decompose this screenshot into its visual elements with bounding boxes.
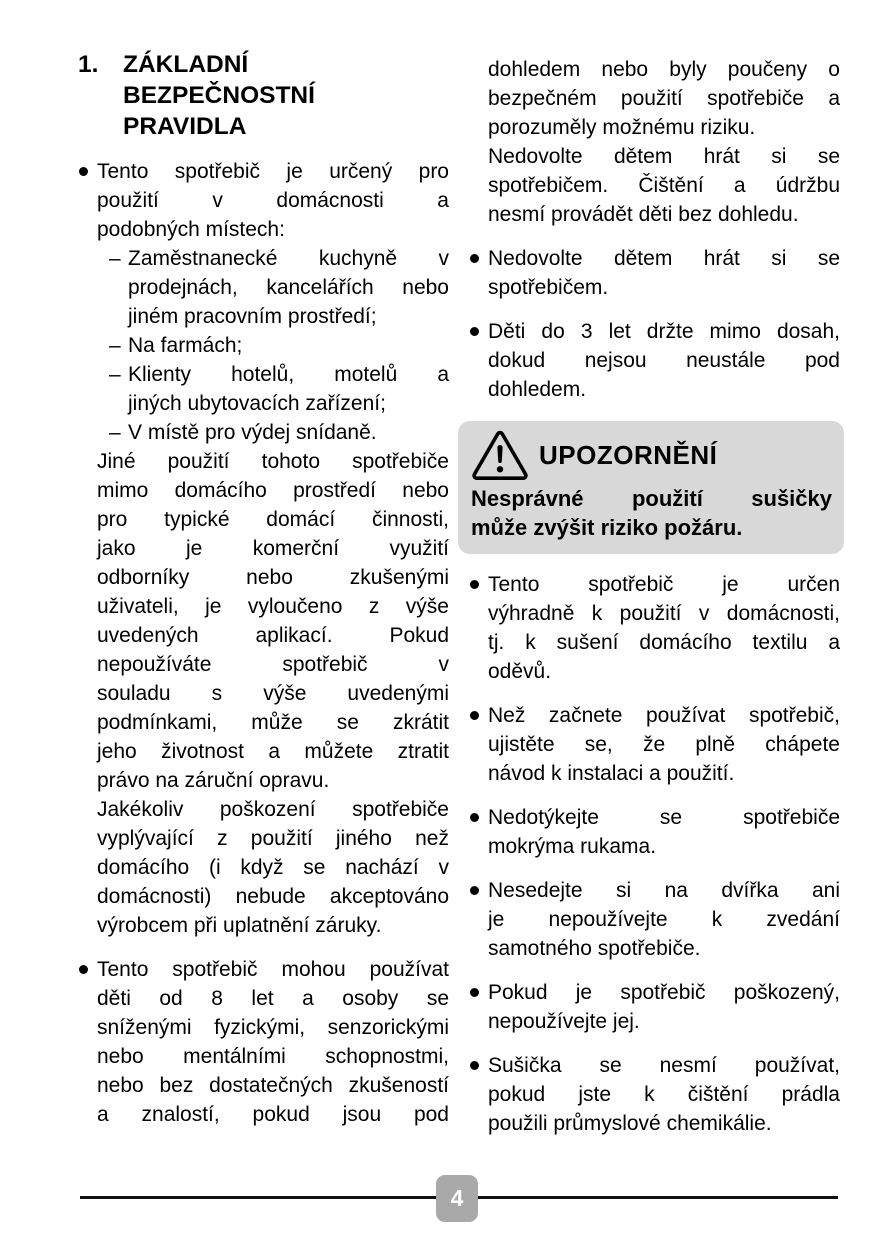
bullet-item [78,157,449,244]
block-text [488,978,840,1036]
text-line: Než začnete používat spotřebič, [488,704,840,727]
text-line: Jiné použití tohoto spotřebiče [97,450,449,473]
dash-icon: – [109,334,121,357]
dash-item [78,331,449,360]
text-line: dohledem. [488,378,587,401]
dash-icon: – [109,363,121,386]
text-line: Tento spotřebič je určený pro [97,160,449,183]
text-line: nepoužívejte jej. [488,1010,640,1033]
text-line: a znalostí, pokud jsou pod [97,1103,449,1126]
block-text [488,701,840,788]
bullet-icon [470,1061,479,1070]
text-line: mimo domácího prostředí nebo [97,479,449,502]
text-line: oděvů. [488,660,552,683]
text-line: spotřebičem. [488,276,609,299]
section-title-line: BEZPEČNOSTNÍ [123,82,315,109]
text-line: mokrýma rukama. [488,835,657,858]
bullet-item [469,803,840,861]
text-line: Nedovolte dětem hrát si se [488,145,840,168]
text-line: návod k instalaci a použití. [488,762,735,785]
block-text [488,570,840,686]
bullet-icon [470,327,479,336]
text-line: Jakékoliv poškození spotřebiče [97,798,449,821]
text-line: může zvýšit riziko požáru. [471,515,743,540]
bullet-item [78,955,449,1129]
bullet-icon [79,965,88,974]
block-text [488,876,840,963]
dash-icon: – [109,421,121,444]
warning-text [471,484,832,542]
bullet-item [469,1051,840,1138]
text-line: Pokud je spotřebič poškozený, [488,981,840,1004]
text-line: Sušička se nesmí používat, [488,1054,840,1077]
dash-icon: – [109,247,121,270]
bullet-icon [470,711,479,720]
text-line: výhradně k použití v domácnosti, [488,602,840,625]
text-line: domácnosti) nebude akceptováno [97,885,449,908]
bullet-item [469,701,840,788]
text-line: Děti do 3 let držte mimo dosah, [488,320,840,343]
bullet-item [469,244,840,302]
left-column [78,49,449,1129]
text-line: ujistěte se, že plně chápete [488,733,840,756]
text-line: podmínkami, může se zkrátit [97,711,449,734]
text-line: výrobcem při uplatnění záruky. [97,914,382,937]
warning-header [471,429,832,481]
block-text [128,418,449,447]
text-line: domácího (i když se nachází v [97,856,449,879]
section-title-line: PRAVIDLA [123,113,247,140]
text-line: jeho životnost a můžete ztratit [97,740,449,763]
section-title-line: ZÁKLADNÍ [123,51,249,78]
text-line: Nedotýkejte se spotřebiče [488,806,840,829]
text-line: sníženými fyzickými, senzorickými [97,1016,449,1039]
text-line: podobných místech: [97,218,285,241]
block-text [97,955,449,1129]
warning-box [458,421,844,554]
text-line: Nesedejte si na dvířka ani [488,879,840,902]
block-text [97,157,449,244]
block-text [97,447,449,940]
block-text [128,360,449,418]
text-line: dokud nejsou neustále pod [488,349,840,372]
bullet-item [469,978,840,1036]
text-line: pokud jste k čištění prádla [488,1083,840,1106]
text-line: bezpečném použití spotřebiče a [488,87,840,110]
bullet-icon [470,988,479,997]
text-line: uvedených aplikací. Pokud [97,624,449,647]
bullet-icon [470,813,479,822]
block-text [128,331,449,360]
page-number-badge: 4 [436,1175,478,1222]
text-line: souladu s výše uvedenými [97,682,449,705]
block-text [488,803,840,861]
text-line: Nesprávné použití sušičky [471,486,832,511]
text-line: dohledem nebo byly poučeny o [488,58,840,81]
text-line: použili průmyslové chemikálie. [488,1112,772,1135]
text-line: odborníky nebo zkušenými [97,566,449,589]
section-title [123,49,315,142]
text-line: samotného spotřebiče. [488,937,701,960]
bullet-icon [470,254,479,263]
text-line: jiném pracovním prostředí; [128,305,377,328]
text-line: tj. k sušení domácího textilu a [488,631,840,654]
bullet-icon [79,167,88,176]
text-line: Tento spotřebič mohou používat [97,958,449,981]
text-line: pro typické domácí činnosti, [97,508,449,531]
dash-item [78,244,449,331]
text-line: spotřebičem. Čištění a údržbu [488,174,840,197]
text-line: porozuměly možnému riziku. [488,116,756,139]
bullet-item [469,570,840,686]
warning-title: UPOZORNĚNÍ [539,439,718,470]
text-line: jako je komerční využití [97,537,449,560]
text-line: právo na záruční opravu. [97,769,330,792]
bullet-item [469,876,840,963]
text-line: děti od 8 let a osoby se [97,987,449,1010]
text-line: použití v domácnosti a [97,189,449,212]
bullet-item [469,317,840,404]
block-text [488,55,840,229]
section-number: 1. [78,51,99,78]
text-line: jiných ubytovacích zařízení; [128,392,386,415]
text-line: Tento spotřebič je určen [488,573,840,596]
text-line: V místě pro výdej snídaně. [128,421,377,444]
block-text [488,1051,840,1138]
dash-item [78,418,449,447]
bullet-icon [470,886,479,895]
text-line: je nepoužívejte k zvedání [488,908,840,931]
text-line: nepoužíváte spotřebič v [97,653,449,676]
text-line: vyplývající z použití jiného než [97,827,449,850]
right-column [469,55,840,1138]
warning-triangle-icon [471,430,529,480]
text-line: Klienty hotelů, motelů a [128,363,449,386]
paragraph [469,55,840,229]
dash-item [78,360,449,418]
text-line: prodejnách, kancelářích nebo [128,276,449,299]
block-text [488,244,840,302]
text-line: nebo mentálními schopnostmi, [97,1045,449,1068]
block-text [128,244,449,331]
text-line: Na farmách; [128,334,243,357]
text-line: nebo bez dostatečných zkušeností [97,1074,449,1097]
text-line: uživateli, je vyloučeno z výše [97,595,449,618]
bullet-icon [470,580,479,589]
text-line: Nedovolte dětem hrát si se [488,247,840,270]
text-line: nesmí provádět děti bez dohledu. [488,203,799,226]
paragraph [78,447,449,940]
block-text [488,317,840,404]
section-heading [78,49,449,142]
text-line: Zaměstnanecké kuchyně v [128,247,449,270]
